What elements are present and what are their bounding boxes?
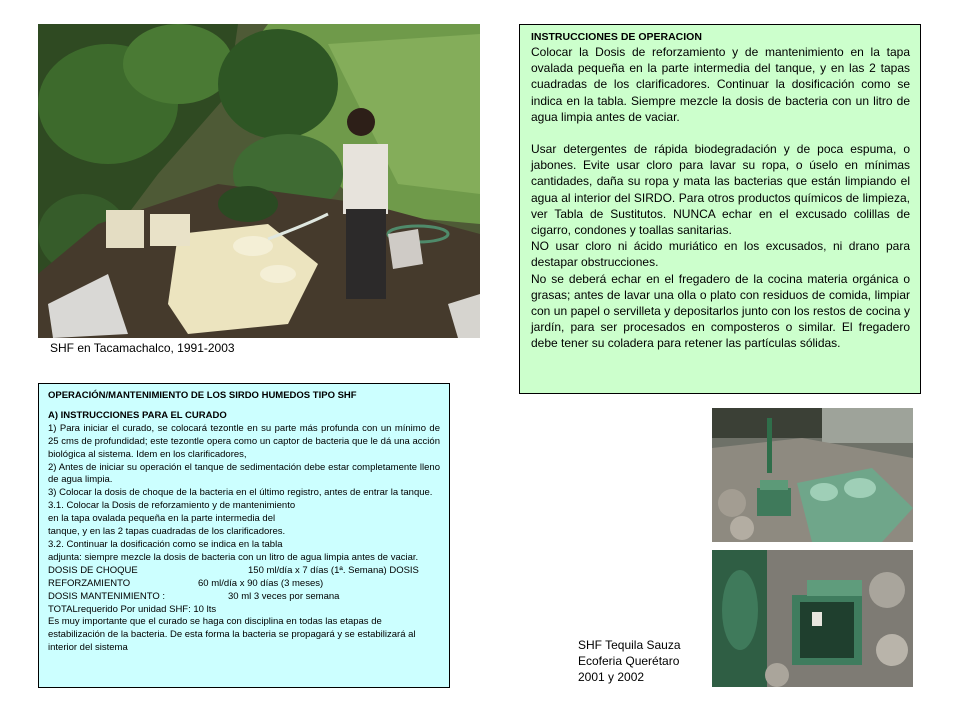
- garden-tank-illustration: [38, 24, 480, 338]
- curing-step-3: 3) Colocar la dosis de choque de la bacteria en el último registro, antes de entrar la tanque.: [48, 487, 433, 499]
- dose-label: DOSIS DE CHOQUE: [48, 564, 138, 576]
- dose-value: 150 ml/día x 7 días (1ª. Semana) DOSIS: [248, 564, 419, 576]
- dose-value: 60 ml/día x 90 días (3 meses): [198, 577, 324, 589]
- curing-step-3-1-line-2: en la tapa ovalada pequeña en la parte intermedia del: [48, 513, 276, 525]
- right-caption-line-1: SHF Tequila Sauza: [578, 638, 681, 652]
- instructions-title: INSTRUCCIONES DE OPERACION: [531, 31, 702, 43]
- dose-value: 30 ml 3 veces por semana: [228, 590, 340, 602]
- curing-step-3-1-line-1: 3.1. Colocar la Dosis de reforzamiento y de mantenimiento: [48, 500, 296, 512]
- right-caption-line-3: 2001 y 2002: [578, 670, 645, 684]
- garden-tank-photo: [38, 24, 480, 338]
- operation-instructions-box: [519, 24, 921, 394]
- instructions-paragraph-detergents: Usar detergentes de rápida biodegradación y de poca espuma, o jabones. Evite usar cloro para lavar su ropa, o úselo en mínimas cantidades, daña su ropa y mata las bacterias que están limpiando el agua al interior del SIRDO. Para otros productos químicos de limpieza, ver Tabla de Sustitutos. NUNCA echar en el excusado colillas de cigarro, condones y toallas sanitarias.: [531, 142, 910, 238]
- dose-row-shock: [48, 565, 440, 578]
- clarifier-box-photo-bottom: [712, 550, 913, 687]
- dose-label: DOSIS MANTENIMIENTO :: [48, 590, 166, 602]
- instructions-paragraph-sink: No se deberá echar en el fregadero de la cocina materia orgánica o grasas; antes de lavar una olla o plato con residuos de comida, limpiar con un papel o servilleta y depositarlos junto con los restos de cocina y jardín, para ser procesados en composteros o similar. El fregadero debe tener su coladera para retener las partículas sólidas.: [531, 271, 910, 351]
- instructions-paragraph-dosing: Colocar la Dosis de reforzamiento y de mantenimiento en la tapa ovalada pequeña en la parte intermedia del tanque, y en las 2 tapas cuadradas de los clarificadores. Continuar la dosificación como se indica en la tabla. Siempre mezcle la dosis de bacteria con un litro de agua limpia antes de vaciar.: [531, 45, 910, 124]
- right-photo-caption: [578, 637, 681, 685]
- curing-step-3-2-line-1: 3.2. Continuar la dosificación como se indica en la tabla: [48, 538, 283, 550]
- curing-step-1: 1) Para iniciar el curado, se colocará tezontle en su parte más profunda con un mínimo de 25 cms de profundidad; este tezontle opera como un captor de bacteria que le dá una acción biológica al sistema. Idem en los clarificadores,: [48, 422, 440, 460]
- dose-row-maintenance: [48, 591, 440, 604]
- tank-lids-illustration: [712, 408, 913, 542]
- dose-label: REFORZAMIENTO: [48, 577, 131, 589]
- dose-row-reinforcement: [48, 578, 440, 591]
- operation-title: OPERACIÓN/MANTENIMIENTO DE LOS SIRDO HUMEDOS TIPO SHF: [48, 390, 357, 401]
- curing-step-2: 2) Antes de iniciar su operación el tanque de sedimentación debe estar completamente lleno de agua limpia.: [48, 461, 440, 486]
- curing-step-3-2-line-2: adjunta: siempre mezcle la dosis de bacteria con un litro de agua limpia antes de vaciar.: [48, 551, 419, 563]
- curing-step-3-1-line-3: tanque, y en las 2 tapas cuadradas de los clarificadores.: [48, 526, 286, 538]
- total-required: TOTALrequerido Por unidad SHF: 10 lts: [48, 603, 217, 615]
- clarifier-box-illustration: [712, 550, 913, 687]
- tank-lids-photo-top: [712, 408, 913, 542]
- right-caption-line-2: Ecoferia Querétaro: [578, 654, 680, 668]
- operation-maintenance-box: [38, 383, 450, 688]
- curing-closing-note: Es muy importante que el curado se haga con disciplina en todas las etapas de estabilización de la bacteria. De esta forma la bacteria se propagará y se estabilizará al interior del sistema: [48, 616, 416, 654]
- left-photo-caption: SHF en Tacamachalco, 1991-2003: [50, 341, 235, 355]
- instructions-paragraph-chlorine: NO usar cloro ni ácido muriático en los excusados, ni drano para destapar obstrucciones.: [531, 239, 910, 270]
- curing-section-heading: A) INSTRUCCIONES PARA EL CURADO: [48, 409, 227, 421]
